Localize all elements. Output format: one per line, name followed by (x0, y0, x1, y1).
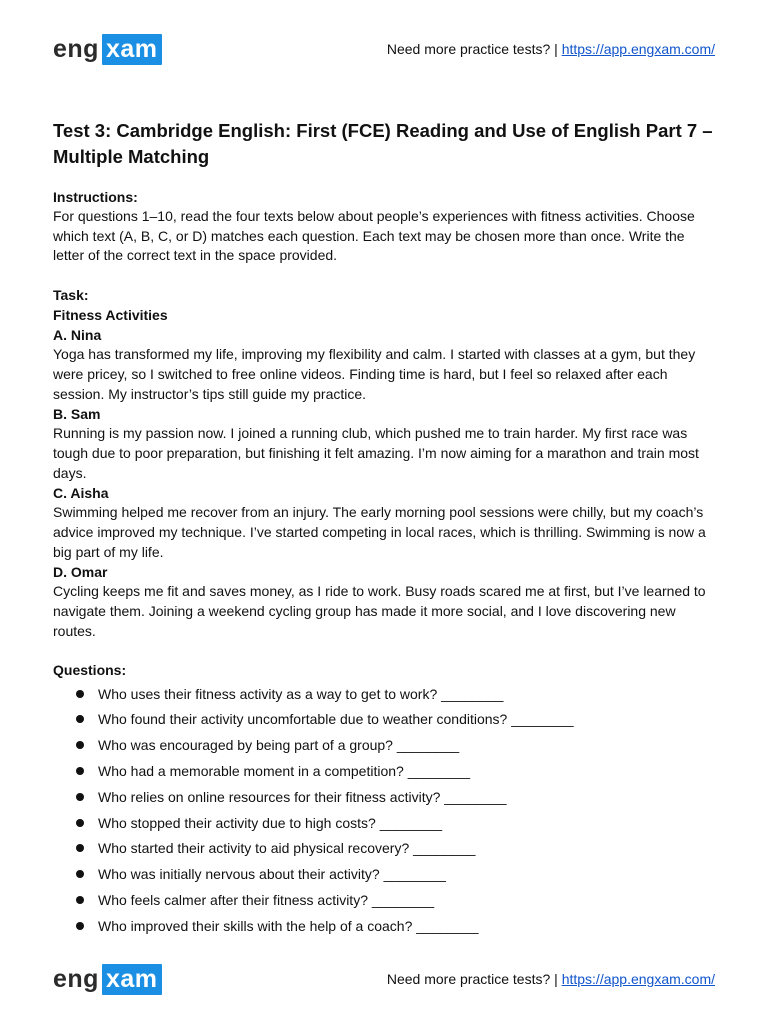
question-item (53, 890, 715, 916)
header-promo-link[interactable]: https://app.engxam.com/ (561, 41, 715, 57)
logo-part-eng: eng (53, 964, 99, 993)
bullet-icon (76, 844, 84, 852)
text-d-body: Cycling keeps me fit and saves money, as I ride to work. Busy roads scared me at first, but I’ve learned to navigate them. Joining a weekend cycling group has made it more social, and I love discovering new routes. (53, 583, 706, 639)
bullet-icon (76, 793, 84, 801)
text-b-body: Running is my passion now. I joined a running club, which pushed me to train harder. My first race was tough due to poor preparation, but finishing it felt amazing. I’m now aiming for a marathon and train most days. (53, 425, 699, 481)
question-item (53, 916, 715, 942)
question-text: Who started their activity to aid physical recovery? ________ (98, 840, 476, 857)
bullet-icon (76, 715, 84, 723)
bullet-icon (76, 767, 84, 775)
question-text: Who found their activity uncomfortable due to weather conditions? ________ (98, 711, 574, 728)
question-text: Who improved their skills with the help of a coach? ________ (98, 917, 479, 934)
question-item (53, 813, 715, 839)
question-item (53, 864, 715, 890)
header-promo (387, 41, 715, 57)
header-promo-text: Need more practice tests? | (386, 41, 558, 57)
logo-part-xam: xam (102, 964, 162, 995)
instructions-text: For questions 1–10, read the four texts below about people’s experiences with fitness activities. Choose which text (A, B, C, or D) matches each question. Each text may be chosen more than once. Write the letter of the correct text in the space provided. (53, 208, 695, 264)
question-item (53, 709, 715, 735)
task-label: Task: (53, 287, 89, 304)
bullet-icon (76, 741, 84, 749)
footer-promo-link[interactable]: https://app.engxam.com/ (561, 971, 715, 987)
text-c-body: Swimming helped me recover from an injury. The early morning pool sessions were chilly, but my coach’s advice improved my technique. I’ve started competing in local races, which is thrilling. Swimming is now a big part of my life. (53, 504, 706, 560)
bullet-icon (76, 896, 84, 904)
footer-promo-text: Need more practice tests? | (386, 971, 558, 987)
question-text: Who had a memorable moment in a competition? ________ (98, 762, 470, 779)
question-item (53, 761, 715, 787)
text-d-name: D. Omar (53, 564, 108, 581)
logo-part-eng: eng (53, 34, 99, 63)
question-text: Who was initially nervous about their activity? ________ (98, 866, 446, 883)
text-a-name: A. Nina (53, 327, 102, 344)
question-text: Who uses their fitness activity as a way to get to work? ________ (98, 685, 504, 702)
task-heading: Fitness Activities (53, 307, 168, 324)
question-text: Who was encouraged by being part of a group? ________ (98, 737, 460, 754)
bullet-icon (76, 690, 84, 698)
question-text: Who feels calmer after their fitness activity? ________ (98, 891, 435, 908)
footer-promo (387, 971, 715, 987)
text-c-name: C. Aisha (53, 485, 109, 502)
bullet-icon (76, 870, 84, 878)
page-header (53, 32, 715, 66)
engxam-logo[interactable] (53, 964, 162, 995)
questions-label: Questions: (53, 661, 127, 678)
question-item (53, 684, 715, 710)
page-footer (53, 962, 715, 996)
question-text: Who relies on online resources for their fitness activity? ________ (98, 788, 507, 805)
question-text: Who stopped their activity due to high costs? ________ (98, 814, 442, 831)
questions-list (53, 684, 715, 942)
text-b-name: B. Sam (53, 406, 101, 423)
document-body (53, 118, 715, 942)
question-item (53, 735, 715, 761)
question-item (53, 787, 715, 813)
page-title: Test 3: Cambridge English: First (FCE) Reading and Use of English Part 7 – Multiple Matching (53, 120, 713, 167)
text-a-body: Yoga has transformed my life, improving my flexibility and calm. I started with classes at a gym, but they were pricey, so I switched to free online videos. Finding time is hard, but I feel so relaxed after each session. My instructor’s tips still guide my practice. (53, 346, 696, 402)
bullet-icon (76, 922, 84, 930)
logo-part-xam: xam (102, 34, 162, 65)
question-item (53, 838, 715, 864)
bullet-icon (76, 819, 84, 827)
engxam-logo[interactable] (53, 34, 162, 65)
instructions-label: Instructions: (53, 189, 138, 205)
